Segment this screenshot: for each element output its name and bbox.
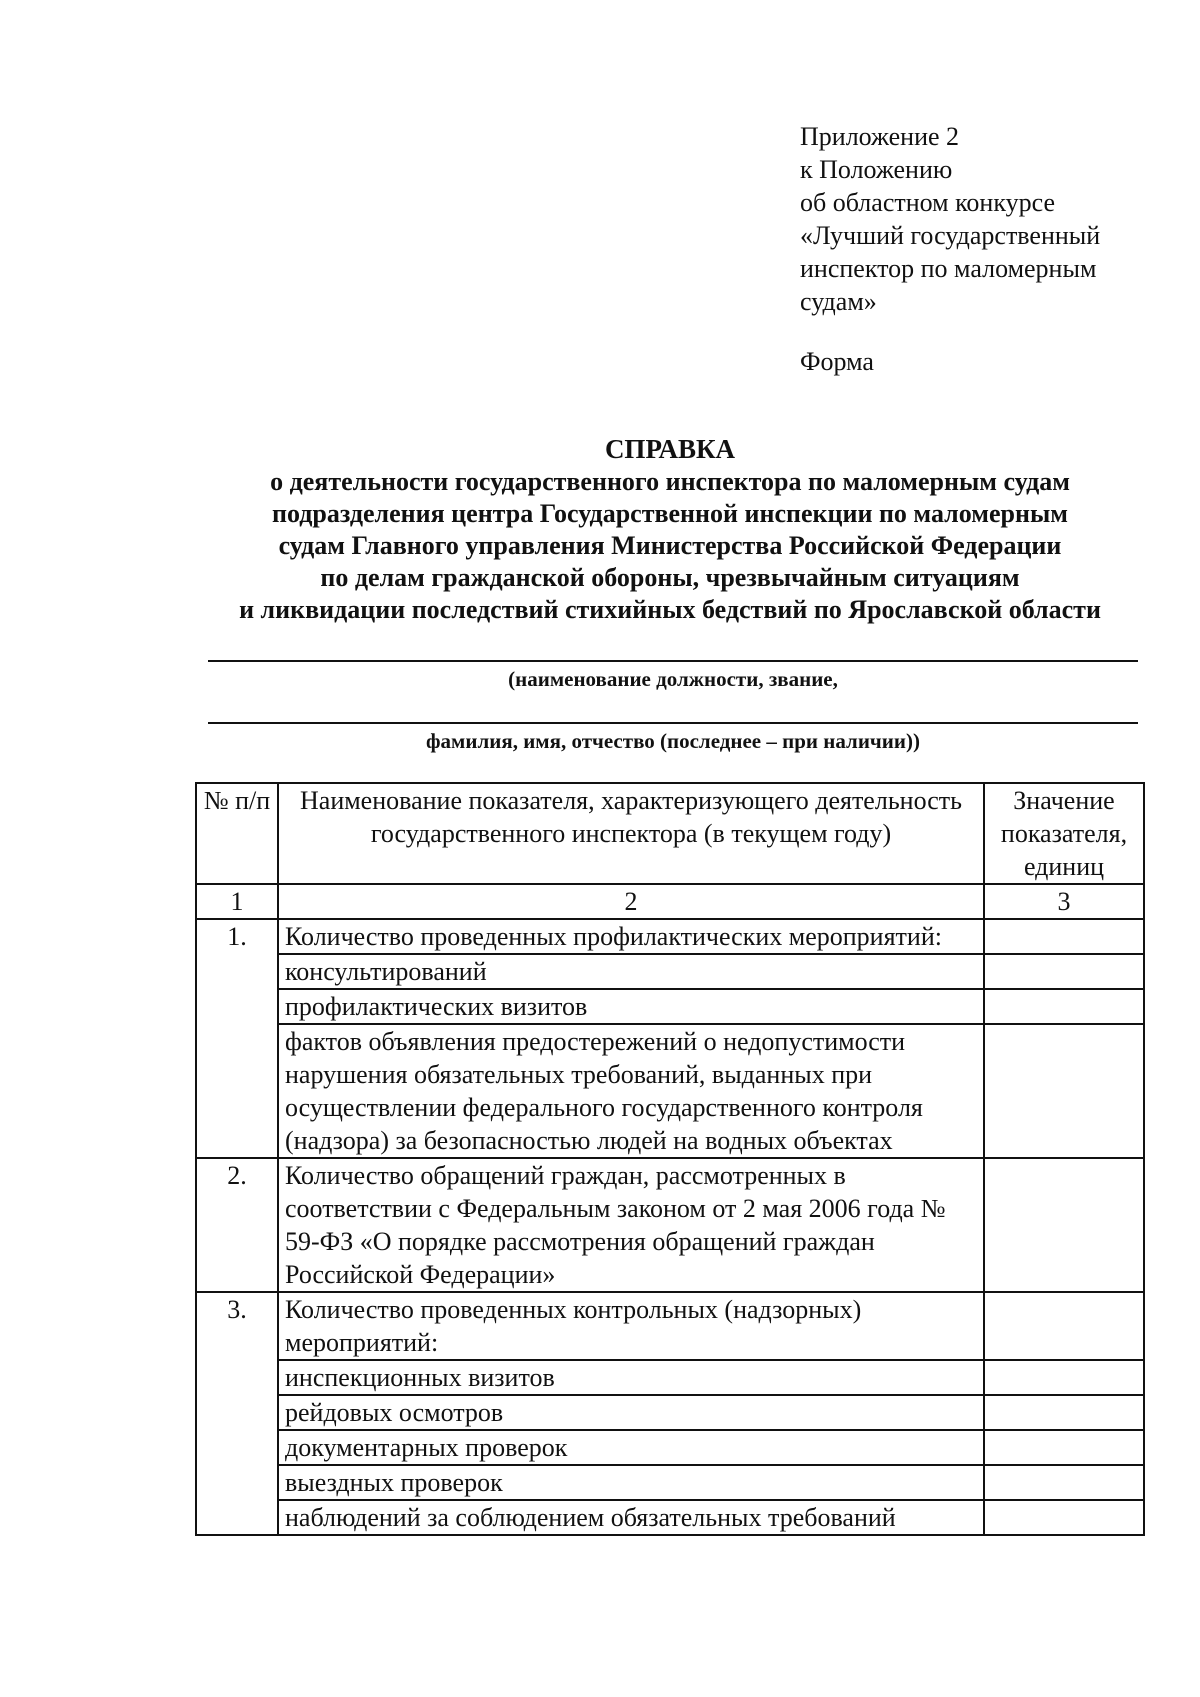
- table-row: [196, 954, 1144, 989]
- indicator-title: Количество проведенных контрольных (надзорных) мероприятий:: [278, 1292, 984, 1360]
- column-number: 1: [196, 884, 278, 919]
- appendix-line: к Положению: [800, 155, 953, 184]
- appendix-line: инспектор по маломерным: [800, 254, 1097, 283]
- indicator-item: профилактических визитов: [278, 989, 984, 1024]
- table-row: [196, 989, 1144, 1024]
- title-line: судам Главного управления Министерства Российской Федерации: [278, 531, 1062, 560]
- table-row: [196, 1360, 1144, 1395]
- indicator-item: наблюдений за соблюдением обязательных требований: [278, 1500, 984, 1535]
- value-cell[interactable]: [984, 954, 1144, 989]
- indicator-title: Количество обращений граждан, рассмотренных в соответствии с Федеральным законом от 2 мая 2006 года № 59-ФЗ «О порядке рассмотрения обращений граждан Российской Федерации»: [278, 1158, 984, 1292]
- indicator-item: консультирований: [278, 954, 984, 989]
- column-number: 2: [278, 884, 984, 919]
- appendix-line: «Лучший государственный: [800, 221, 1101, 250]
- title-line: подразделения центра Государственной инспекции по маломерным: [272, 499, 1068, 528]
- table-row: [196, 1024, 1144, 1158]
- value-cell[interactable]: [984, 989, 1144, 1024]
- position-fill-line: [208, 660, 1138, 662]
- indicator-item: инспекционных визитов: [278, 1360, 984, 1395]
- title-line: о деятельности государственного инспектора по маломерным судам: [270, 467, 1070, 496]
- header-value: Значение показателя, единиц: [984, 783, 1144, 884]
- appendix-line: судам»: [800, 287, 877, 316]
- title-main: СПРАВКА: [604, 434, 736, 464]
- indicator-item: рейдовых осмотров: [278, 1395, 984, 1430]
- table-header-row: [196, 783, 1144, 884]
- header-num: № п/п: [196, 783, 278, 884]
- table-row: [196, 919, 1144, 954]
- value-cell[interactable]: [984, 1158, 1144, 1292]
- value-cell[interactable]: [984, 1395, 1144, 1430]
- table-row: [196, 1395, 1144, 1430]
- title-line: и ликвидации последствий стихийных бедствий по Ярославской области: [239, 595, 1101, 624]
- column-number: 3: [984, 884, 1144, 919]
- value-cell[interactable]: [984, 1292, 1144, 1360]
- indicator-item: выездных проверок: [278, 1465, 984, 1500]
- table-row: [196, 1292, 1144, 1360]
- indicators-table: [195, 782, 1145, 1536]
- value-cell[interactable]: [984, 919, 1144, 954]
- document-title: [160, 432, 1180, 626]
- column-number-row: [196, 884, 1144, 919]
- name-fill-line: [208, 722, 1138, 724]
- appendix-line: об областном конкурсе: [800, 188, 1055, 217]
- table-row: [196, 1158, 1144, 1292]
- position-caption: (наименование должности, звание,: [508, 667, 838, 691]
- row-number: 3.: [196, 1292, 278, 1535]
- indicator-item: фактов объявления предостережений о недопустимости нарушения обязательных требований, выданных при осуществлении федерального государственного контроля (надзора) за безопасностью людей на водных объектах: [278, 1024, 984, 1158]
- indicator-title: Количество проведенных профилактических мероприятий:: [278, 919, 984, 954]
- value-cell[interactable]: [984, 1024, 1144, 1158]
- header-name: Наименование показателя, характеризующего деятельность государственного инспектора (в текущем году): [278, 783, 984, 884]
- table-row: [196, 1500, 1144, 1535]
- title-line: по делам гражданской обороны, чрезвычайным ситуациям: [320, 563, 1020, 592]
- appendix-block: [800, 120, 1160, 318]
- value-cell[interactable]: [984, 1360, 1144, 1395]
- value-cell[interactable]: [984, 1430, 1144, 1465]
- row-number: 2.: [196, 1158, 278, 1292]
- table-row: [196, 1430, 1144, 1465]
- table-row: [196, 1465, 1144, 1500]
- appendix-line: Приложение 2: [800, 122, 960, 151]
- value-cell[interactable]: [984, 1465, 1144, 1500]
- indicator-item: документарных проверок: [278, 1430, 984, 1465]
- form-label: Форма: [800, 347, 874, 376]
- value-cell[interactable]: [984, 1500, 1144, 1535]
- row-number: 1.: [196, 919, 278, 1158]
- name-caption: фамилия, имя, отчество (последнее – при наличии)): [426, 729, 920, 753]
